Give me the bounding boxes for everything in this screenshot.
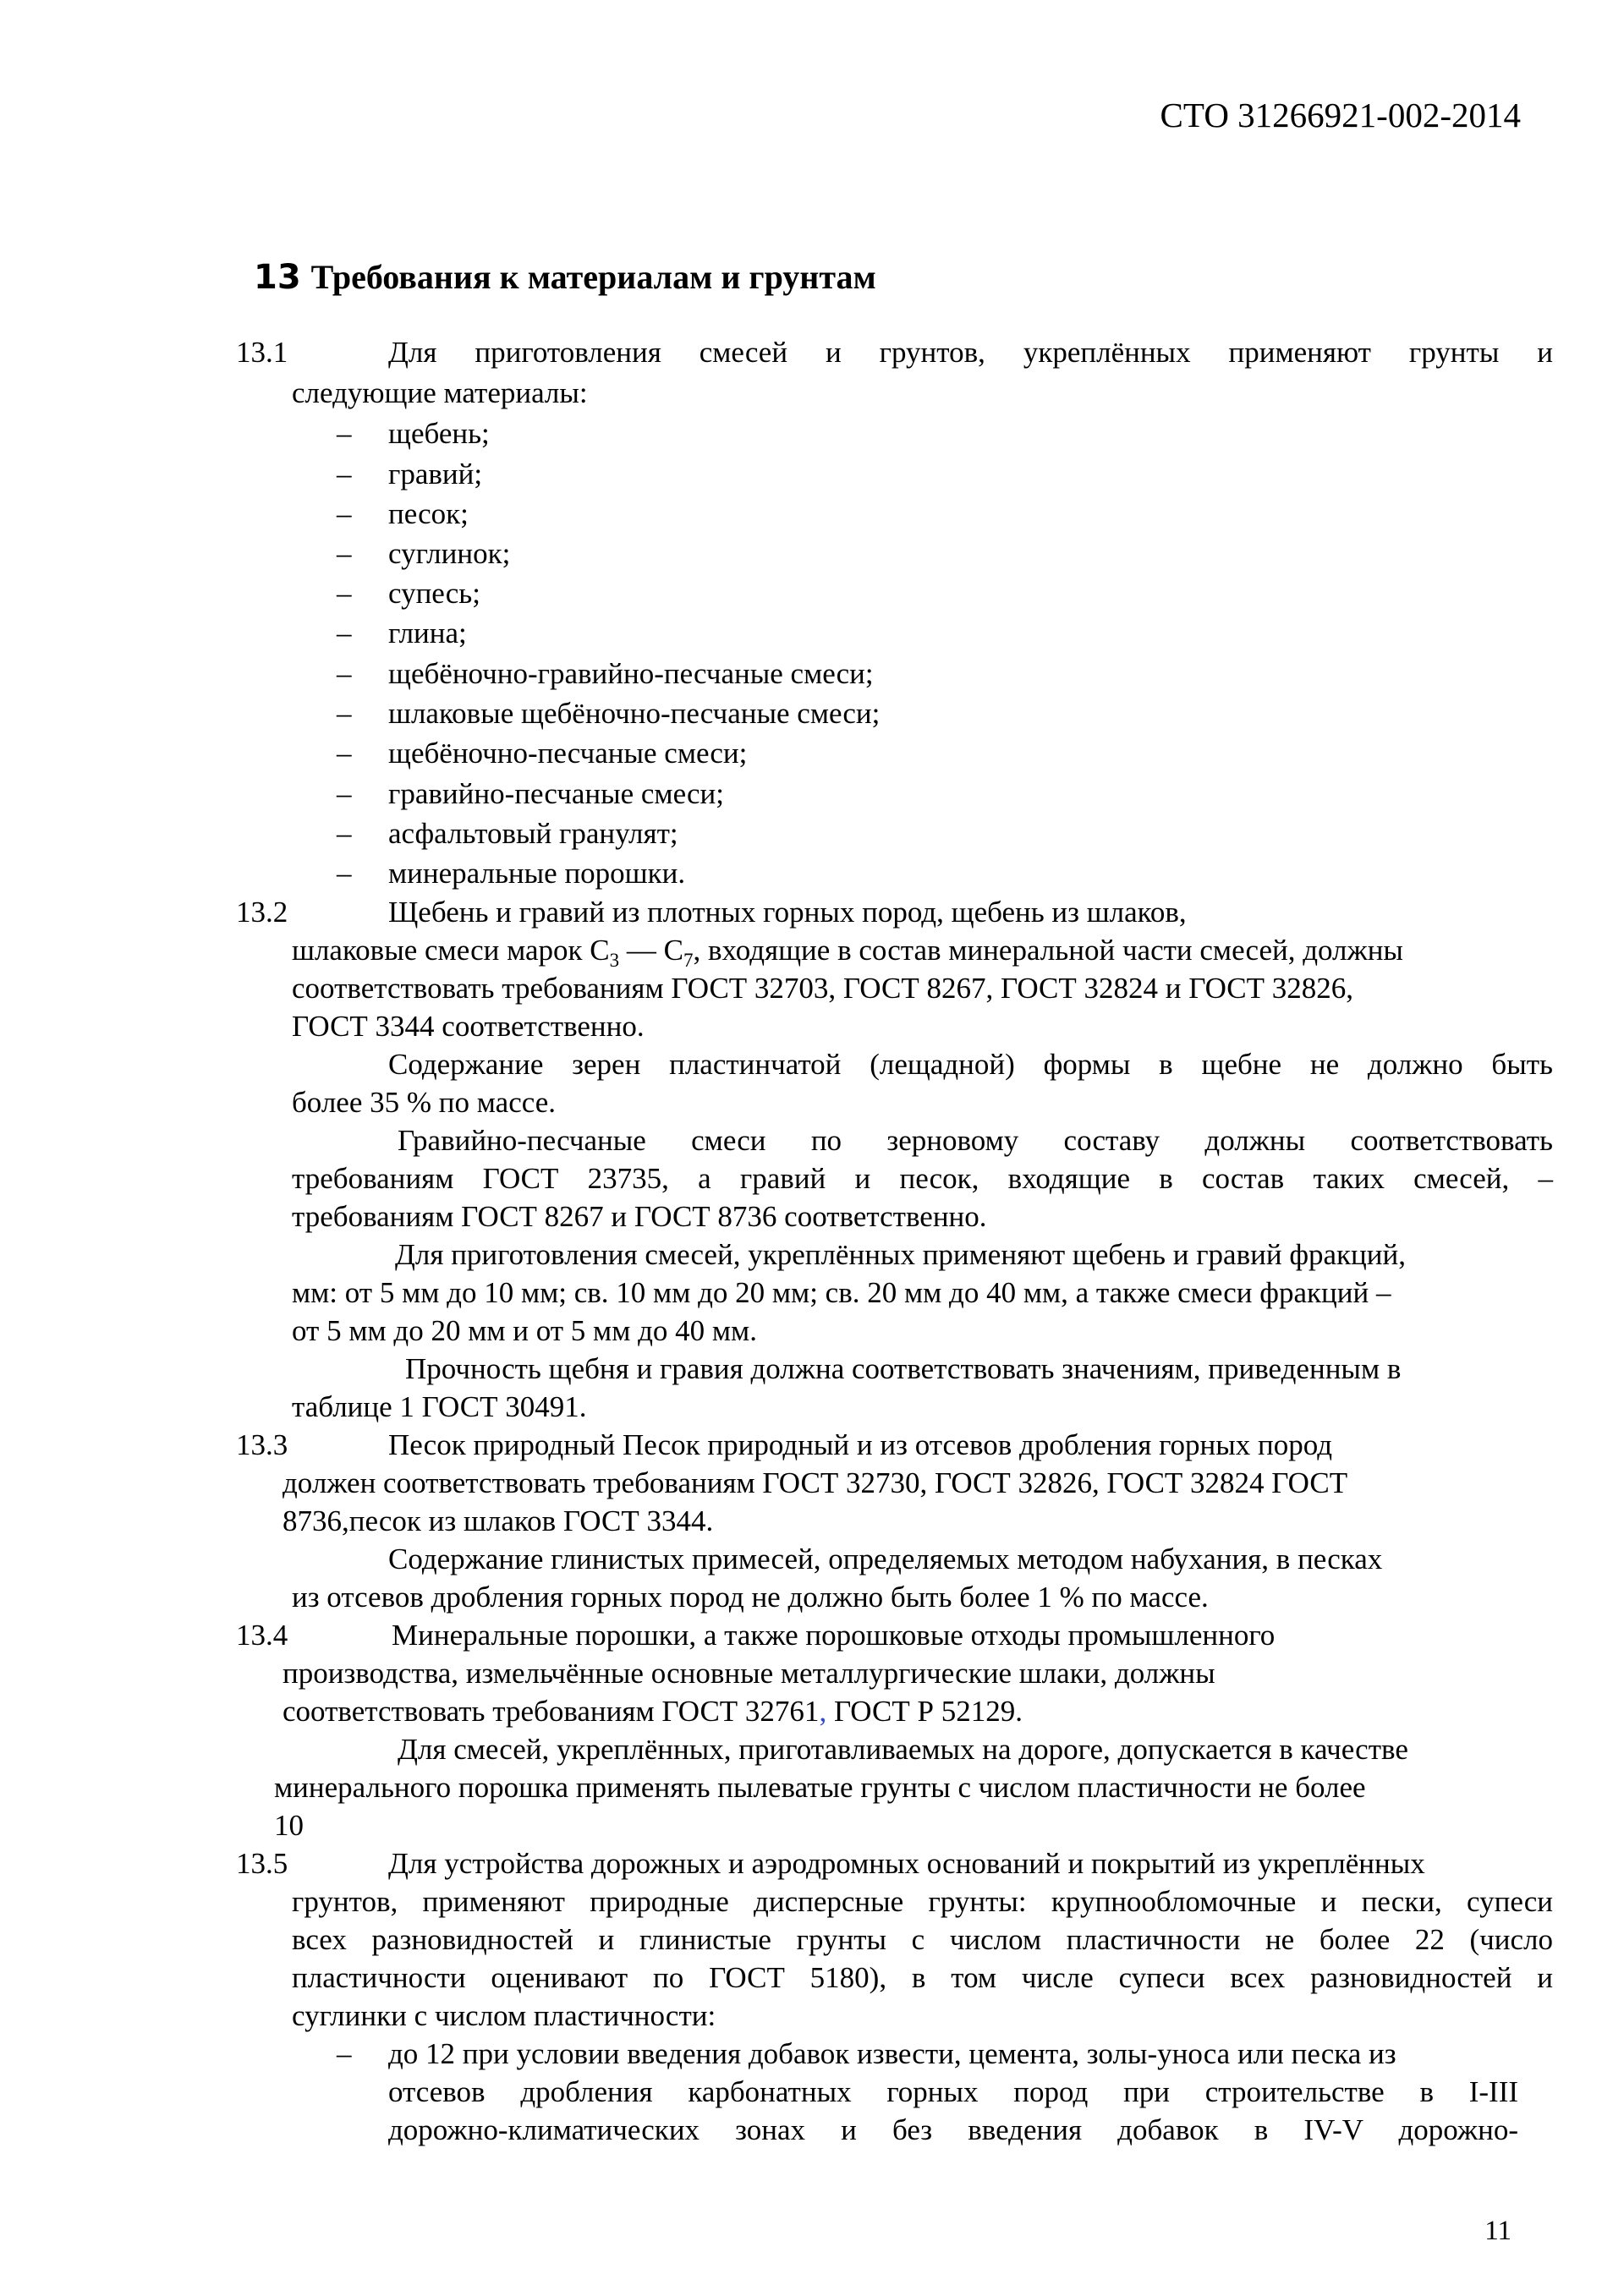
clause-text: всех разновидностей и глинистые грунты с числом пластичности не более 22 (число: [292, 1923, 1553, 1956]
clause-text: требованиям ГОСТ 23735, а гравий и песок, входящие в состав таких смесей, –: [292, 1162, 1553, 1195]
clause-text: грунтов, применяют природные дисперсные грунты: крупнообломочные и пески, супеси: [292, 1885, 1553, 1918]
list-item: шлаковые щебёночно-песчаные смеси;: [388, 697, 881, 730]
clause-text: Минеральные порошки, а также порошковые отходы промышленного: [392, 1619, 1276, 1652]
list-item: глина;: [388, 616, 467, 649]
clause-text: соответствовать требованиям ГОСТ 32761, ГОСТ Р 52129.: [283, 1695, 1023, 1728]
clause-text: пластичности оценивают по ГОСТ 5180), в том числе супеси всех разновидностей и: [292, 1961, 1553, 1994]
clause-text: соответствовать требованиям ГОСТ 32703, ГОСТ 8267, ГОСТ 32824 и ГОСТ 32826,: [292, 972, 1354, 1005]
list-item: супесь;: [388, 577, 480, 610]
list-item: дорожно-климатических зонах и без введения добавок в IV-V дорожно-: [388, 2113, 1518, 2146]
clause-text: следующие материалы:: [292, 376, 588, 409]
clause-text: Содержание зерен пластинчатой (лещадной) формы в щебне не должно быть: [388, 1048, 1553, 1081]
list-item: минеральные порошки.: [388, 857, 686, 890]
list-item: песок;: [388, 497, 469, 530]
clause-text: Прочность щебня и гравия должна соответствовать значениям, приведенным в: [405, 1352, 1402, 1385]
list-item: суглинок;: [388, 537, 511, 570]
list-item: щебёночно-гравийно-песчаные смеси;: [388, 657, 874, 690]
clause-text: 10: [274, 1809, 304, 1842]
list-item: гравий;: [388, 458, 483, 490]
clause-text: шлаковые смеси марок $С_3$ — $С_7$, входящие в состав минеральной части смесей, должны: [292, 934, 1403, 971]
clause-text: от 5 мм до 20 мм и от 5 мм до 40 мм.: [292, 1314, 757, 1347]
list-item: до 12 при условии введения добавок извести, цемента, золы-уноса или песка из: [388, 2037, 1396, 2070]
clause-text: 8736,песок из шлаков ГОСТ 3344.: [283, 1504, 714, 1537]
clause-text: Песок природный Песок природный и из отсевов дробления горных пород: [388, 1428, 1333, 1461]
clause-text: Щебень и гравий из плотных горных пород, щебень из шлаков,: [388, 896, 1187, 929]
section-title: Требования к материалам и грунтам: [310, 258, 876, 296]
clause-text: минерального порошка применять пылеватые грунты с числом пластичности не более: [274, 1771, 1366, 1804]
clause-text: мм: от 5 мм до 10 мм; св. 10 мм до 20 мм; св. 20 мм до 40 мм, а также смеси фракций –: [292, 1276, 1391, 1309]
clause-text: требованиям ГОСТ 8267 и ГОСТ 8736 соответственно.: [292, 1200, 987, 1233]
clause-number: 13.1: [236, 336, 288, 369]
list-item: гравийно-песчаные смеси;: [388, 777, 724, 810]
clause-text: Для смесей, укреплённых, приготавливаемых на дороге, допускается в качестве: [398, 1733, 1408, 1766]
clause-number: 13.4: [236, 1619, 288, 1652]
clause-number: 13.5: [236, 1847, 288, 1880]
clause-number: 13.3: [236, 1428, 288, 1461]
clause-text: из отсевов дробления горных пород не должно быть более 1 % по массе.: [292, 1581, 1209, 1614]
clause-text: ГОСТ 3344 соответственно.: [292, 1010, 645, 1043]
clause-text: производства, измельчённые основные металлургические шлаки, должны: [283, 1657, 1215, 1690]
clause-number: 13.2: [236, 896, 288, 929]
body-text: 13.1 Для приготовления смесей и грунтов, укреплённых применяют грунты и следующие материалы: – щебень; – гравий; – песок; – суглинок; – супесь; – глина; – щебёночно-гравийно-песчаные смеси; – шлаковые щебёночно-песчаные смеси; – щебёночно-песчаные смеси; – гравийно-песчаные смеси; – асфальтовый гранулят; – минеральные порошки. 13.2 Щебень и гравий из плотных горных пород, щебень из шлаков, шлаковые смеси марок $С_3$ — $С_7$, входящие в состав минеральной части смесей, должны соответствовать требованиям ГОСТ 32703, ГОСТ 8267, ГОСТ 32824 и ГОСТ 32826, ГОСТ 3344 соответственно. Содержание зерен пластинчатой (лещадной) формы в щебне не должно быть более 35 % по массе. Гравийно-песчаные смеси по зерновому составу должны соответствовать требованиям ГОСТ 23735, а гравий и песок, входящие в состав таких смесей, – требованиям ГОСТ 8267 и ГОСТ 8736 соответственно. Для приготовления смесей, укреплённых применяют щебень и гравий фракций, мм: от 5 мм до 10 мм; св. 10 мм до 20 мм; св. 20 мм до 40 мм, а также смеси фракций – от 5 мм до 20 мм и от 5 мм до 40 мм. Прочность щебня и гравия должна соответствовать значениям, приведенным в таблице 1 ГОСТ 30491. 13.3 Песок природный Песок природный и из отсевов дробления горных пород должен соответствовать требованиям ГОСТ 32730, ГОСТ 32826, ГОСТ 32824 ГОСТ 8736,песок из шлаков ГОСТ 3344. Содержание глинистых примесей, определяемых методом набухания, в песках из отсевов дробления горных пород не должно быть более 1 % по массе. 13.4 Минеральные порошки, а также порошковые отходы промышленного производства, измельчённые основные металлургические шлаки, должны соответствовать требованиям ГОСТ 32761, ГОСТ Р 52129. Для смесей, укреплённых, приготавливаемых на дороге, допускается в качестве минерального порошка применять пылеватые грунты с числом пластичности не более 10 13.5 Для устройства дорожных и аэродромных оснований и покрытий из укреплённых грунтов, применяют природные дисперсные грунты: крупнообломочные и пески, супеси всех разновидностей и глинистые грунты с числом пластичности не более 22 (число пластичности оценивают по ГОСТ 5180), в том числе супеси всех разновидностей и суглинки с числом пластичности: – до 12 при условии введения добавок извести, цемента, золы-уноса или песка из отсевов дробления карбонатных горных пород при строительстве в I-III дорожно-климатических зонах и без введения добавок в IV-V дорожно-: [0, 0, 1624, 2296]
document-code: СТО 31266921-002-2014: [1160, 96, 1521, 134]
clause-text: суглинки с числом пластичности:: [292, 1999, 716, 2032]
page-number: 11: [1484, 2216, 1512, 2246]
list-item: асфальтовый гранулят;: [388, 817, 678, 850]
list-item: отсевов дробления карбонатных горных пород при строительстве в I-III: [388, 2075, 1518, 2108]
clause-text: Для приготовления смесей и грунтов, укреплённых применяют грунты и: [388, 336, 1553, 369]
clause-text: Содержание глинистых примесей, определяемых методом набухания, в песках: [388, 1543, 1383, 1575]
section-number: 13: [254, 258, 301, 297]
clause-text: Гравийно-песчаные смеси по зерновому составу должны соответствовать: [398, 1124, 1553, 1157]
list-item: щебёночно-песчаные смеси;: [388, 737, 748, 770]
clause-text: таблице 1 ГОСТ 30491.: [292, 1390, 587, 1423]
list-item: щебень;: [388, 417, 490, 450]
clause-text: Для приготовления смесей, укреплённых применяют щебень и гравий фракций,: [395, 1238, 1406, 1271]
clause-text: Для устройства дорожных и аэродромных оснований и покрытий из укреплённых: [388, 1847, 1425, 1880]
clause-text: более 35 % по массе.: [292, 1086, 556, 1119]
clause-text: должен соответствовать требованиям ГОСТ 32730, ГОСТ 32826, ГОСТ 32824 ГОСТ: [283, 1466, 1348, 1499]
